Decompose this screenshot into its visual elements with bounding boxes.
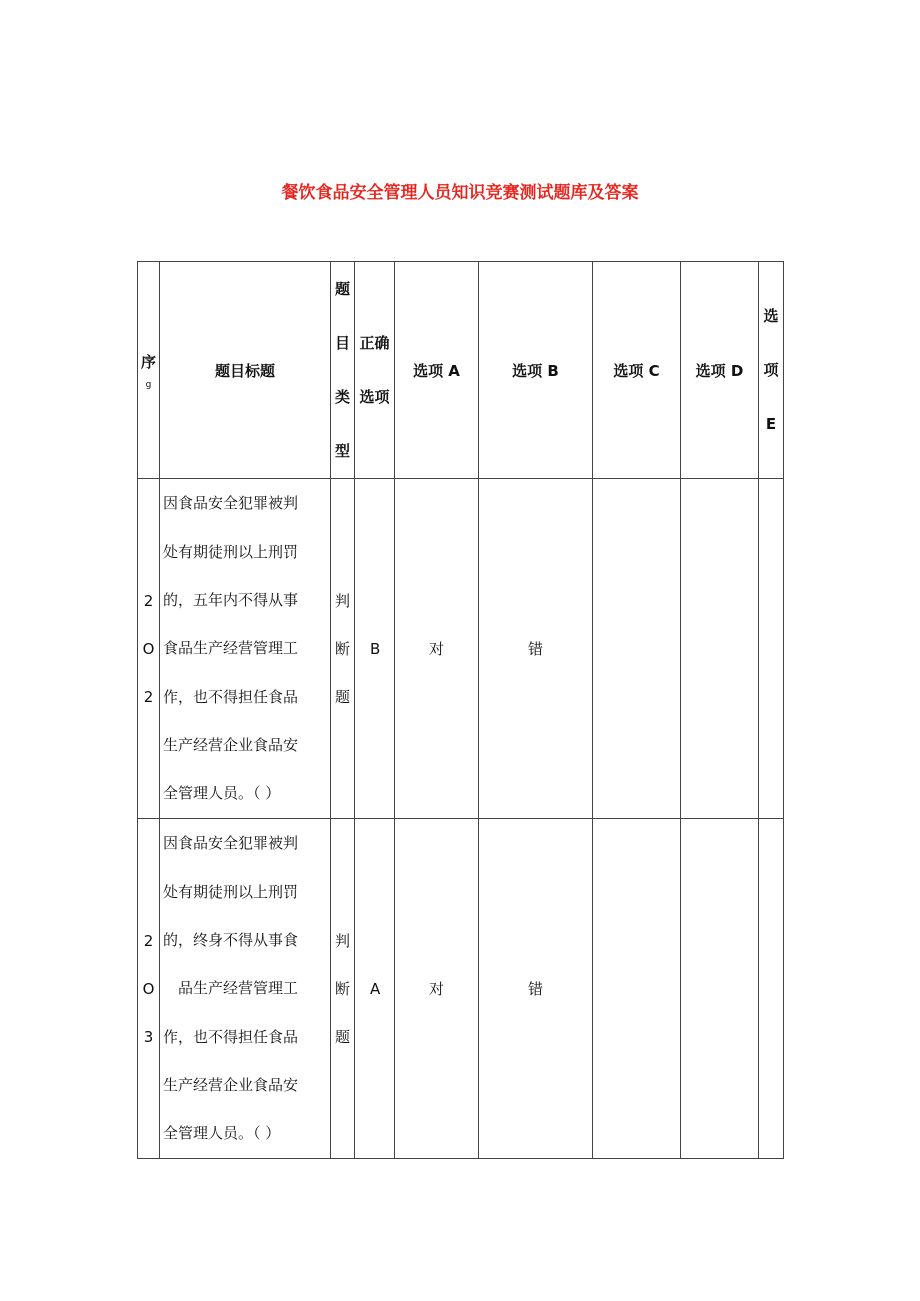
row-question [160,479,331,819]
header-option-e-char: 选 [763,307,779,325]
header-option-e-char: E [765,415,777,433]
row-type-char: 判 [334,591,350,610]
header-option-c: 选项 C [593,262,681,479]
row-option-c [593,479,681,819]
question-line: 处有期徒刑以上刑罚 [163,882,299,901]
question-line: 处有期徒刑以上刑罚 [163,542,299,561]
question-line: 食品生产经营管理工 [163,639,299,658]
header-type-char: 题 [334,280,350,298]
header-type-char: 型 [334,442,350,460]
header-seq-small: g [145,379,152,390]
row-option-e [759,479,784,819]
row-option-d [681,479,759,819]
row-seq-char: 2 [143,931,154,950]
table-row [138,819,784,1159]
row-seq-char: O [142,979,155,998]
header-seq [138,262,160,479]
table-row [138,479,784,819]
header-type-char: 类 [334,388,350,406]
header-correct-line: 选项 [359,388,390,406]
row-option-e [759,819,784,1159]
question-line: 因食品安全犯罪被判 [163,834,299,853]
row-correct-value: B [370,639,381,658]
row-seq [138,819,160,1159]
question-line: 的，终身不得从事食 [163,931,299,950]
row-seq-char: 2 [143,687,154,706]
row-correct-value: A [370,979,381,998]
row-type [331,479,355,819]
question-line: 因食品安全犯罪被判 [163,494,299,513]
row-seq-char: 2 [143,591,154,610]
header-option-a: 选项 A [395,262,479,479]
header-correct-line: 正确 [359,334,390,352]
row-question [160,819,331,1159]
row-seq-char: O [142,639,155,658]
question-line: 全管理人员。（ ） [163,784,281,803]
row-option-a: 对 [395,819,479,1159]
header-type [331,262,355,479]
question-line: 全管理人员。（ ） [163,1124,281,1143]
header-row [138,262,784,479]
row-type [331,819,355,1159]
header-option-e [759,262,784,479]
row-type-char: 判 [334,931,350,950]
row-type-char: 题 [334,1027,350,1046]
row-seq [138,479,160,819]
question-line: 作，也不得担任食品 [163,1027,299,1046]
header-option-b: 选项 B [479,262,593,479]
row-type-char: 断 [334,639,350,658]
question-line: 生产经营企业食品安 [163,1075,299,1094]
question-table [137,261,784,1159]
header-correct [355,262,395,479]
header-type-char: 目 [334,334,350,352]
header-seq-char: 序 [140,352,156,371]
header-option-e-char: 项 [763,361,779,379]
row-option-b: 错 [479,479,593,819]
row-correct [355,479,395,819]
question-line: 品生产经营管理工 [163,979,299,998]
row-option-b: 错 [479,819,593,1159]
question-line: 作，也不得担任食品 [163,687,299,706]
question-line: 的，五年内不得从事 [163,591,299,610]
row-type-char: 断 [334,979,350,998]
row-correct [355,819,395,1159]
row-type-char: 题 [334,687,350,706]
row-option-c [593,819,681,1159]
question-line: 生产经营企业食品安 [163,735,299,754]
row-option-d [681,819,759,1159]
row-option-a: 对 [395,479,479,819]
header-option-d: 选项 D [681,262,759,479]
row-seq-char: 3 [143,1027,154,1046]
header-question: 题目标题 [160,262,331,479]
document-title: 餐饮食品安全管理人员知识竞赛测试题库及答案 [281,183,639,203]
